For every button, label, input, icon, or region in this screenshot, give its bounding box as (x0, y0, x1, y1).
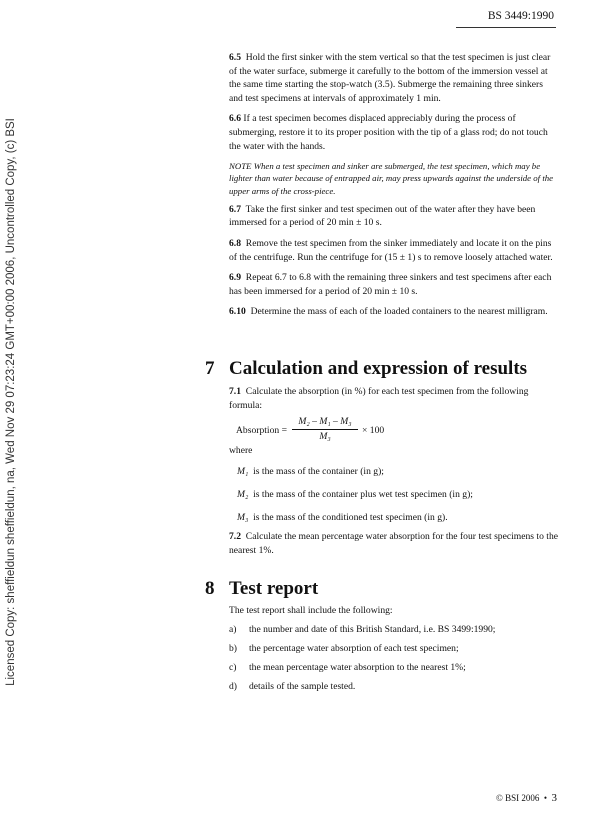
page-footer (496, 792, 557, 804)
report-item: a) the number and date of this British Standard, i.e. BS 3499:1990; (229, 624, 496, 635)
clause-6-6: 6.6 If a test specimen becomes displaced appreciably during the process of submerging, restore it to its proper position with the tip of a glass rod; do not touch the water with the hands. (229, 113, 548, 152)
page-number: 3 (551, 792, 557, 804)
clauses-6 (229, 51, 559, 326)
formula-lhs: Absorption = (236, 425, 287, 436)
report-intro: The test report shall include the following: (229, 605, 393, 616)
formula-multiplier: × 100 (362, 425, 385, 436)
where-label: where (229, 445, 253, 456)
note: NOTE When a test specimen and sinker are submerged, the test specimen, which may be lighter than water because of entrapped air, may press upwards against the underside of the upper arms of the cross-piece. (229, 161, 554, 196)
clause-6-5: 6.5 Hold the first sinker with the stem vertical so that the test specimen is just clear of the water surface, submerge it carefully to the bottom of the immersion vessel at the same time starting the stop-watch (3.5). Submerge the remaining three sinkers and test specimens at intervals of approximately 1 min. (229, 52, 551, 104)
clause-6-10: 6.10 Determine the mass of each of the loaded containers to the nearest milligram. (229, 306, 548, 318)
clause-6-7: 6.7 Take the first sinker and test specimen out of the water after they have been immersed for a period of 20 min ± 10 s. (229, 203, 536, 229)
clause-7-1: 7.1 Calculate the absorption (in %) for each test specimen from the following formula: (229, 386, 529, 411)
clause-6-8: 6.8 Remove the test specimen from the sinker immediately and locate it on the pins of the centrifuge. Run the centrifuge for (15 ± 1) s to remove loosely attached water. (229, 237, 553, 263)
symbol-definitions (237, 466, 473, 535)
definition-m3: M₃ is the mass of the conditioned test specimen (in g). (237, 512, 448, 523)
definition-m2: M₂ is the mass of the container plus wet test specimen (in g); (237, 489, 473, 500)
report-item: b) the percentage water absorption of each test specimen; (229, 643, 459, 654)
definition-m1: M₁ is the mass of the container (in g); (237, 466, 384, 477)
formula-numerator: M₂ – M₁ – M₃ (292, 416, 358, 430)
license-notice: Licensed Copy: sheffieldun sheffieldun, na, Wed Nov 29 07:23:24 GMT+00:00 2006, Uncontrolled Copy, (c) BSI (5, 118, 17, 686)
footer-bullet: • (543, 793, 547, 803)
report-item: c) the mean percentage water absorption to the nearest 1%; (229, 662, 466, 673)
formula-fraction (292, 416, 358, 442)
standard-code: BS 3449:1990 (487, 10, 554, 22)
clause-6-9: 6.9 Repeat 6.7 to 6.8 with the remaining three sinkers and test specimens after each has been immersed for a period of 20 min ± 10 s. (229, 272, 552, 297)
header-rule (456, 27, 556, 28)
section-7-heading: 7 Calculation and expression of results (205, 358, 528, 379)
report-item: d) details of the sample tested. (229, 681, 356, 692)
formula-denominator: M₃ (319, 431, 331, 442)
section-8-heading: 8 Test report (205, 578, 319, 599)
clause-7-2: 7.2 Calculate the mean percentage water absorption for the four test specimens to the nearest 1%. (229, 531, 559, 556)
copyright: © BSI 2006 (496, 793, 540, 803)
